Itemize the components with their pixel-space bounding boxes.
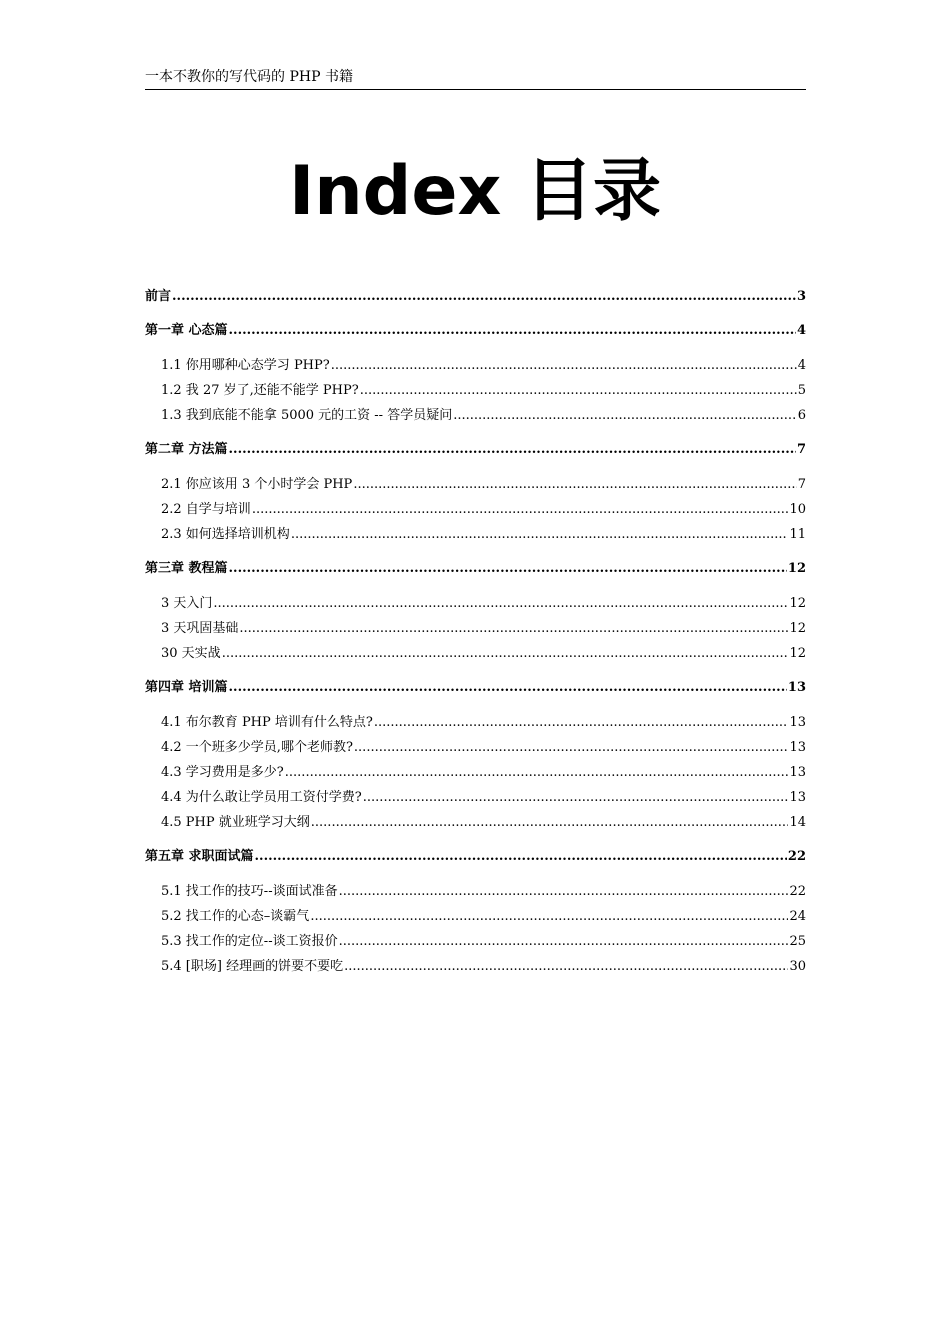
toc-section-entry[interactable] [145, 810, 806, 835]
toc-section-entry[interactable] [145, 641, 806, 666]
dot-leader [363, 785, 789, 810]
dot-leader [222, 641, 789, 666]
toc-page-number: 12 [789, 596, 806, 611]
toc-entry-label: 30 天实战 [161, 646, 221, 661]
toc-entry-label: 第五章 求职面试篇 [145, 849, 254, 864]
toc-page-number: 12 [789, 646, 806, 661]
dot-leader [239, 616, 788, 641]
toc-entry-preface[interactable] [145, 284, 806, 309]
toc-page-number: 4 [796, 323, 806, 338]
toc-section-entry[interactable] [145, 785, 806, 810]
toc-entry-label: 3 天巩固基础 [161, 621, 239, 636]
dot-leader [354, 735, 789, 760]
toc-section-entry[interactable] [145, 760, 806, 785]
dot-leader [374, 710, 789, 735]
dot-leader [172, 284, 796, 309]
dot-leader [229, 556, 787, 581]
toc-entry-label: 5.4 [职场] 经理画的饼要不要吃 [161, 959, 344, 974]
toc-entry-label: 1.1 你用哪种心态学习 PHP? [161, 358, 330, 373]
toc-chapter-entry[interactable] [145, 675, 806, 700]
toc-entry-label: 第一章 心态篇 [145, 323, 228, 338]
dot-leader [331, 353, 797, 378]
toc-section-entry[interactable] [145, 929, 806, 954]
toc-entry-label: 1.2 我 27 岁了,还能不能学 PHP? [161, 383, 359, 398]
toc-page-number: 12 [789, 621, 806, 636]
dot-leader [229, 675, 787, 700]
toc-entry-label: 第四章 培训篇 [145, 680, 228, 695]
dot-leader [213, 591, 788, 616]
table-of-contents [145, 284, 806, 979]
dot-leader [252, 497, 789, 522]
dot-leader [285, 760, 789, 785]
toc-page-number: 30 [789, 959, 806, 974]
toc-section-entry[interactable] [145, 522, 806, 547]
toc-entry-label: 第三章 教程篇 [145, 561, 228, 576]
toc-page-number: 4 [797, 358, 806, 373]
toc-entry-label: 4.3 学习费用是多少? [161, 765, 284, 780]
toc-page-number: 10 [789, 502, 806, 517]
toc-section-entry[interactable] [145, 591, 806, 616]
toc-page-number: 24 [789, 909, 806, 924]
toc-page-number: 13 [789, 715, 806, 730]
toc-page-number: 22 [787, 849, 806, 864]
toc-entry-label: 3 天入门 [161, 596, 213, 611]
dot-leader [229, 318, 796, 343]
toc-entry-label: 4.1 布尔教育 PHP 培训有什么特点? [161, 715, 373, 730]
dot-leader [255, 844, 787, 869]
dot-leader [339, 929, 789, 954]
toc-entry-label: 前言 [145, 289, 172, 304]
running-header: 一本不教你的写代码的 PHP 书籍 [145, 69, 353, 85]
toc-entry-label: 4.5 PHP 就业班学习大纲 [161, 815, 310, 830]
toc-page-number: 13 [789, 790, 806, 805]
toc-page-number: 13 [789, 765, 806, 780]
toc-section-entry[interactable] [145, 710, 806, 735]
dot-leader [311, 810, 789, 835]
toc-chapter-entry[interactable] [145, 556, 806, 581]
toc-section-entry[interactable] [145, 879, 806, 904]
toc-page-number: 11 [789, 527, 806, 542]
toc-entry-label: 1.3 我到底能不能拿 5000 元的工资 -- 答学员疑问 [161, 408, 453, 423]
toc-chapter-entry[interactable] [145, 844, 806, 869]
toc-entry-label: 5.2 找工作的心态–谈霸气 [161, 909, 310, 924]
dot-leader [353, 472, 796, 497]
toc-section-entry[interactable] [145, 403, 806, 428]
toc-section-entry[interactable] [145, 954, 806, 979]
toc-page-number: 3 [796, 289, 806, 304]
toc-section-entry[interactable] [145, 472, 806, 497]
toc-page-number: 6 [797, 408, 806, 423]
toc-entry-label: 第二章 方法篇 [145, 442, 228, 457]
toc-chapters [145, 318, 806, 979]
toc-entry-label: 2.2 自学与培训 [161, 502, 251, 517]
toc-page-number: 7 [797, 477, 806, 492]
toc-page-number: 25 [789, 934, 806, 949]
toc-section-entry[interactable] [145, 735, 806, 760]
toc-page-number: 5 [797, 383, 806, 398]
toc-section-entry[interactable] [145, 353, 806, 378]
toc-page-number: 13 [787, 680, 806, 695]
page-title: Index 目录 [288, 152, 662, 231]
toc-entry-label: 4.4 为什么敢让学员用工资付学费? [161, 790, 362, 805]
toc-page-number: 22 [789, 884, 806, 899]
toc-page-number: 13 [789, 740, 806, 755]
dot-leader [453, 403, 797, 428]
dot-leader [229, 437, 796, 462]
toc-page-number: 12 [787, 561, 806, 576]
toc-page-number: 7 [796, 442, 806, 457]
dot-leader [344, 954, 788, 979]
toc-entry-label: 5.3 找工作的定位--谈工资报价 [161, 934, 338, 949]
header-divider [145, 89, 806, 90]
dot-leader [291, 522, 789, 547]
dot-leader [360, 378, 797, 403]
dot-leader [310, 904, 788, 929]
toc-entry-label: 4.2 一个班多少学员,哪个老师教? [161, 740, 353, 755]
toc-entry-label: 2.1 你应该用 3 个小时学会 PHP [161, 477, 353, 492]
toc-section-entry[interactable] [145, 378, 806, 403]
toc-entry-label: 5.1 找工作的技巧--谈面试准备 [161, 884, 338, 899]
toc-page-number: 14 [789, 815, 806, 830]
toc-chapter-entry[interactable] [145, 318, 806, 343]
toc-entry-label: 2.3 如何选择培训机构 [161, 527, 290, 542]
toc-section-entry[interactable] [145, 904, 806, 929]
toc-section-entry[interactable] [145, 616, 806, 641]
toc-section-entry[interactable] [145, 497, 806, 522]
toc-chapter-entry[interactable] [145, 437, 806, 462]
dot-leader [339, 879, 789, 904]
